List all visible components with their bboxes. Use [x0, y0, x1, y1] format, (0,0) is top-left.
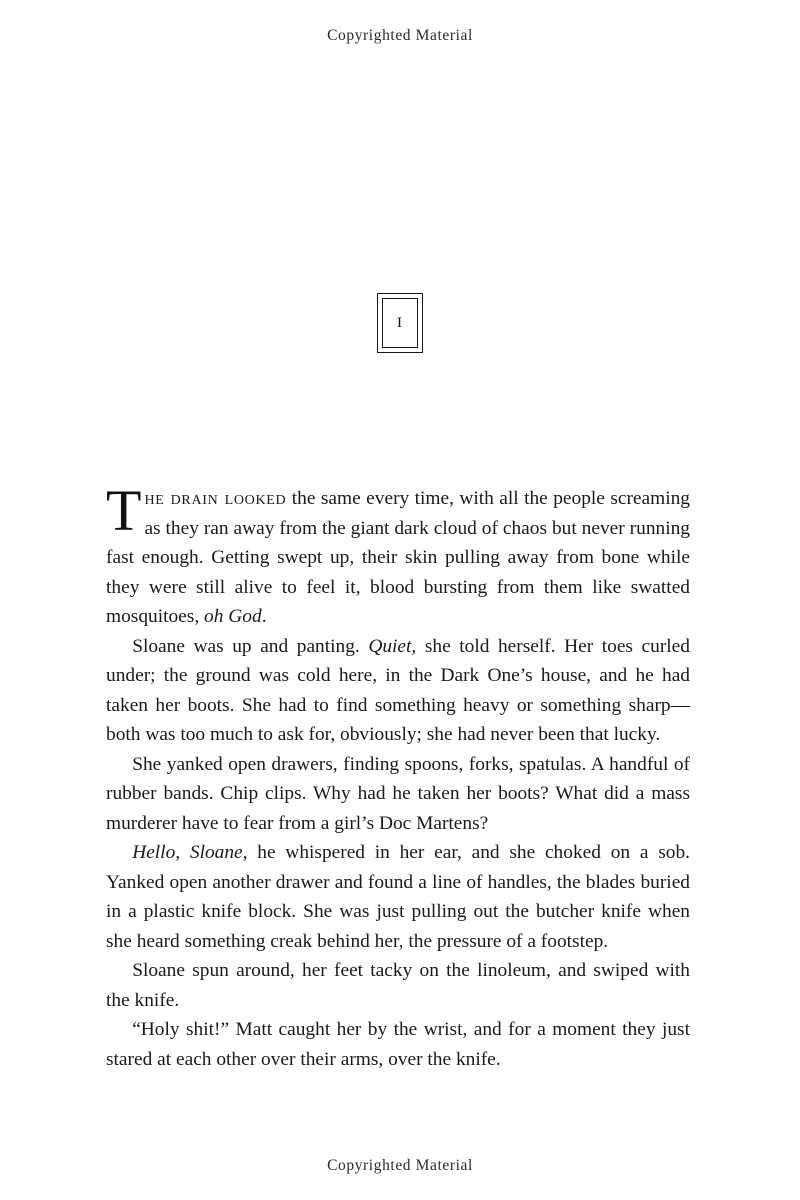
paragraph-2-text-b: she told herself. Her toes curled under; the ground was cold here, in the Dark One’s house, and he had taken her boots. She had to find something heavy or something sharp—both was too much to ask for, obviously; she had never been that lucky. [106, 635, 690, 745]
copyright-watermark-bottom: Copyrighted Material [327, 1157, 473, 1174]
paragraph-2 [106, 632, 690, 750]
paragraph-1-text-b: . [261, 606, 267, 627]
paragraph-2-text-a: Sloane was up and panting. [132, 635, 369, 657]
paragraph-4 [106, 838, 690, 956]
paragraph-6: “Holy shit!” Matt caught her by the wrist, and for a moment they just stared at each other over their arms, over the knife. [106, 1019, 690, 1070]
paragraph-5: Sloane spun around, her feet tacky on the linoleum, and swiped with the knife. [106, 960, 690, 1011]
chapter-body-text [106, 478, 691, 1074]
drop-cap: T [106, 478, 142, 543]
paragraph-1-emphasis: oh God [204, 606, 262, 627]
paragraph-3: She yanked open drawers, finding spoons, forks, spatulas. A handful of rubber bands. Chip clips. Why had he taken her boots? What did a mass murderer have to fear from a girl’s Doc Martens? [106, 753, 690, 834]
opening-small-caps: he drain looked [144, 488, 287, 509]
paragraph-2-emphasis: Quiet, [368, 635, 417, 657]
paragraph-4-emphasis: Hello, Sloane, [132, 842, 248, 863]
chapter-ornament-inner-frame [382, 298, 418, 348]
paragraph-1-text-a: the same every time, with all the people screaming as they ran away from the giant dark cloud of chaos but never running fast enough. Getting swept up, their skin pulling away from bone while they were still alive to feel it, blood bursting from them like swatted mosquitoes, [106, 488, 691, 627]
chapter-number: I [397, 314, 403, 331]
chapter-ornament [377, 293, 423, 353]
paragraph-4-text: he whispered in her ear, and she choked on a sob. Yanked open another drawer and found a line of handles, the blades buried in a plastic knife block. She was just pulling out the butcher knife when she heard something creak behind her, the pressure of a footstep. [106, 842, 690, 952]
paragraph-1 [106, 478, 691, 632]
copyright-watermark-top: Copyrighted Material [327, 27, 473, 44]
